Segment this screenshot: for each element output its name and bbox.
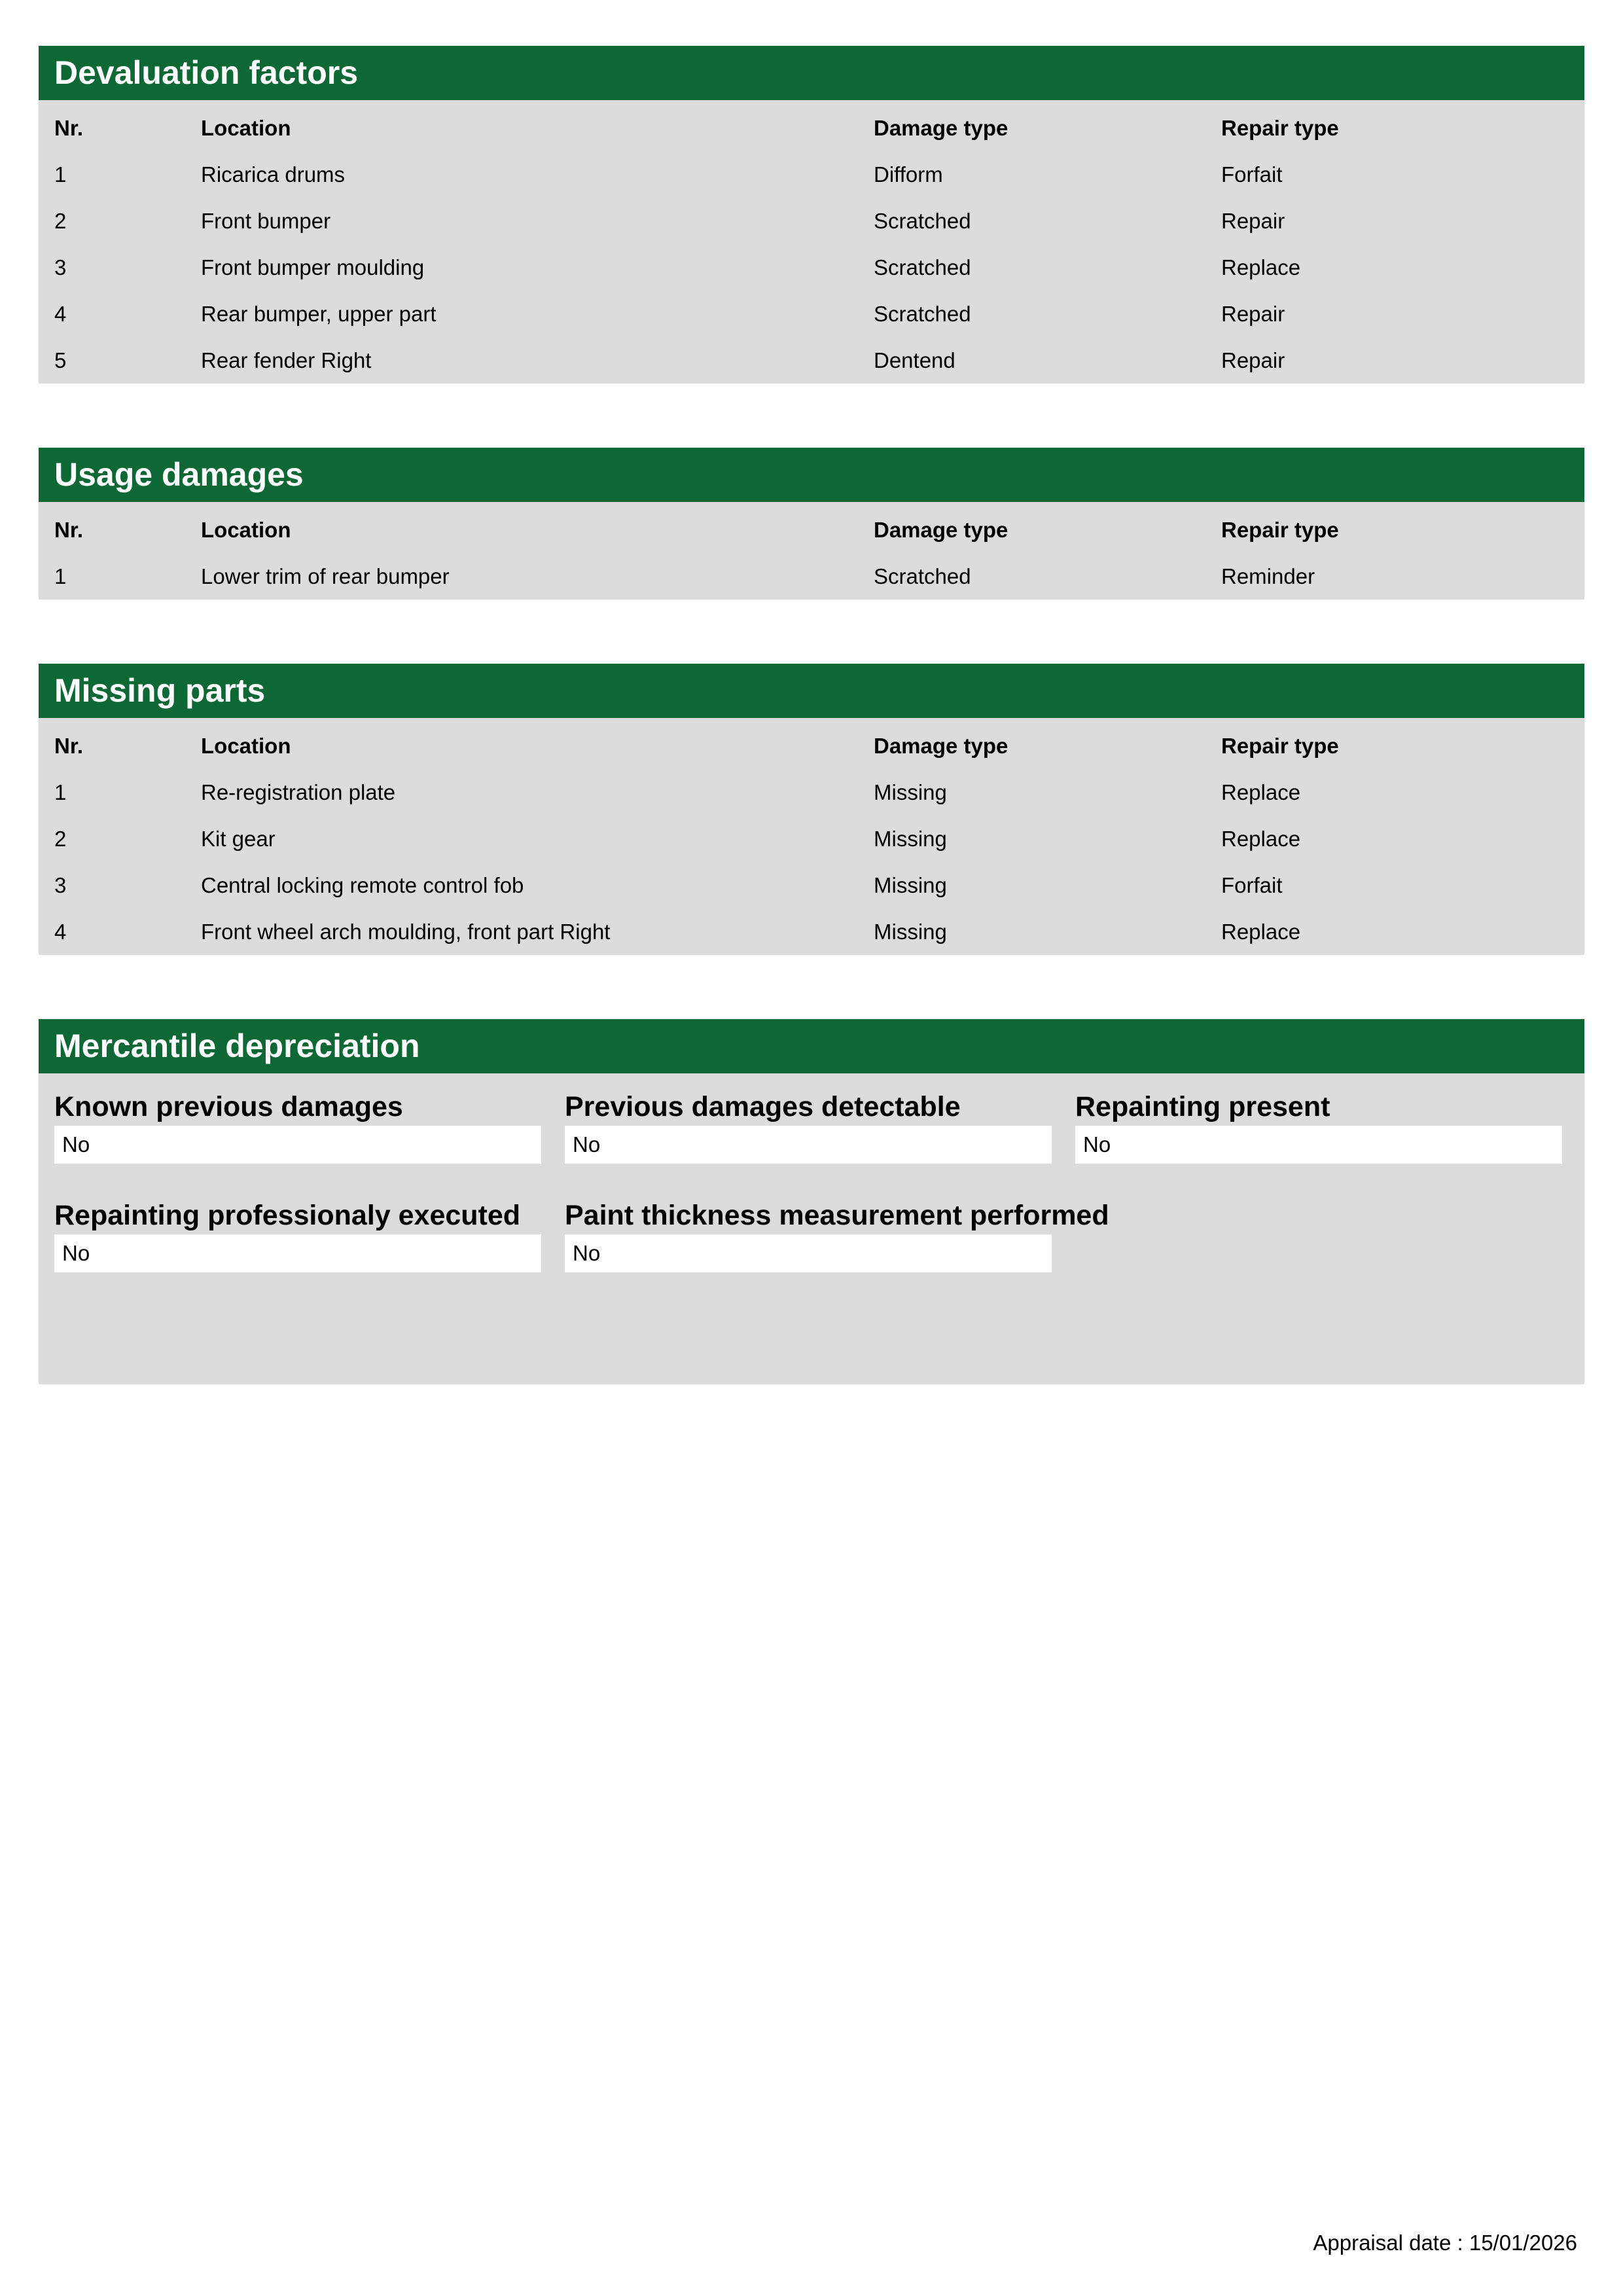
table-row [39, 908, 1584, 955]
col-damage-header: Damage type [874, 734, 1008, 758]
usage-table [39, 502, 1584, 600]
row-damage: Missing [874, 872, 947, 897]
row-nr: 1 [54, 162, 67, 187]
repainting-professionally-executed-field [54, 1198, 541, 1272]
row-nr: 3 [54, 872, 67, 897]
row-location: Rear bumper, upper part [201, 301, 437, 326]
row-damage: Difform [874, 162, 943, 187]
row-damage: Scratched [874, 255, 971, 279]
row-location: Rear fender Right [201, 348, 372, 372]
mercantile-title: Mercantile depreciation [39, 1019, 1584, 1073]
col-location-header: Location [201, 116, 291, 140]
row-location: Ricarica drums [201, 162, 346, 187]
col-nr-header: Nr. [54, 116, 84, 140]
row-nr: 4 [54, 919, 67, 944]
row-damage: Missing [874, 780, 947, 804]
col-nr-header: Nr. [54, 518, 84, 542]
row-nr: 4 [54, 301, 67, 326]
row-damage: Scratched [874, 301, 971, 326]
row-repair: Repair [1221, 301, 1285, 326]
row-repair: Repair [1221, 348, 1285, 372]
row-location: Front wheel arch moulding, front part Right [201, 919, 611, 944]
field-label: Repainting present [1075, 1091, 1330, 1122]
table-row [39, 291, 1584, 337]
row-damage: Scratched [874, 208, 971, 233]
table-header-row [39, 502, 1584, 553]
row-damage: Scratched [874, 564, 971, 588]
devaluation-title: Devaluation factors [39, 46, 1584, 100]
row-location: Lower trim of rear bumper [201, 564, 450, 588]
row-nr: 1 [54, 780, 67, 804]
usage-title: Usage damages [39, 448, 1584, 502]
table-header-row [39, 100, 1584, 151]
col-repair-header: Repair type [1221, 116, 1339, 140]
row-repair: Repair [1221, 208, 1285, 233]
row-location: Central locking remote control fob [201, 872, 524, 897]
row-damage: Missing [874, 919, 947, 944]
row-repair: Replace [1221, 919, 1301, 944]
field-label: Previous damages detectable [565, 1091, 961, 1122]
repainting-present-field [1075, 1090, 1562, 1164]
paint-thickness-measurement-field [565, 1198, 1109, 1272]
devaluation-section [39, 46, 1584, 384]
appraisal-date: Appraisal date : 15/01/2026 [1313, 2231, 1577, 2255]
field-label: Known previous damages [54, 1091, 403, 1122]
row-nr: 2 [54, 208, 67, 233]
row-nr: 2 [54, 826, 67, 851]
row-nr: 1 [54, 564, 67, 588]
table-row [39, 816, 1584, 862]
mercantile-section [39, 1019, 1584, 1384]
table-row [39, 337, 1584, 384]
table-row [39, 769, 1584, 816]
row-repair: Forfait [1221, 872, 1283, 897]
table-row [39, 862, 1584, 908]
missing-section [39, 664, 1584, 955]
missing-title: Missing parts [39, 664, 1584, 718]
col-damage-header: Damage type [874, 116, 1008, 140]
mercantile-fields [39, 1073, 1584, 1384]
col-location-header: Location [201, 734, 291, 758]
row-repair: Replace [1221, 780, 1301, 804]
col-repair-header: Repair type [1221, 518, 1339, 542]
col-nr-header: Nr. [54, 734, 84, 758]
row-location: Kit gear [201, 826, 276, 851]
table-row [39, 151, 1584, 198]
col-location-header: Location [201, 518, 291, 542]
usage-section [39, 448, 1584, 600]
table-row [39, 244, 1584, 291]
row-repair: Reminder [1221, 564, 1315, 588]
col-repair-header: Repair type [1221, 734, 1339, 758]
row-location: Front bumper [201, 208, 331, 233]
row-damage: Missing [874, 826, 947, 851]
row-location: Front bumper moulding [201, 255, 425, 279]
known-previous-damages-field [54, 1090, 541, 1164]
row-nr: 3 [54, 255, 67, 279]
col-damage-header: Damage type [874, 518, 1008, 542]
table-row [39, 198, 1584, 244]
row-repair: Replace [1221, 826, 1301, 851]
table-header-row [39, 718, 1584, 769]
field-value: No [565, 1234, 1052, 1272]
row-repair: Forfait [1221, 162, 1283, 187]
previous-damages-detectable-field [565, 1090, 1052, 1164]
row-repair: Replace [1221, 255, 1301, 279]
field-value: No [1075, 1126, 1562, 1164]
row-damage: Dentend [874, 348, 955, 372]
field-value: No [54, 1126, 541, 1164]
row-nr: 5 [54, 348, 67, 372]
field-value: No [54, 1234, 541, 1272]
missing-table [39, 718, 1584, 955]
devaluation-table [39, 100, 1584, 384]
field-label: Paint thickness measurement performed [565, 1200, 1109, 1231]
field-label: Repainting professionaly executed [54, 1200, 521, 1231]
table-row [39, 553, 1584, 600]
row-location: Re-registration plate [201, 780, 396, 804]
field-value: No [565, 1126, 1052, 1164]
